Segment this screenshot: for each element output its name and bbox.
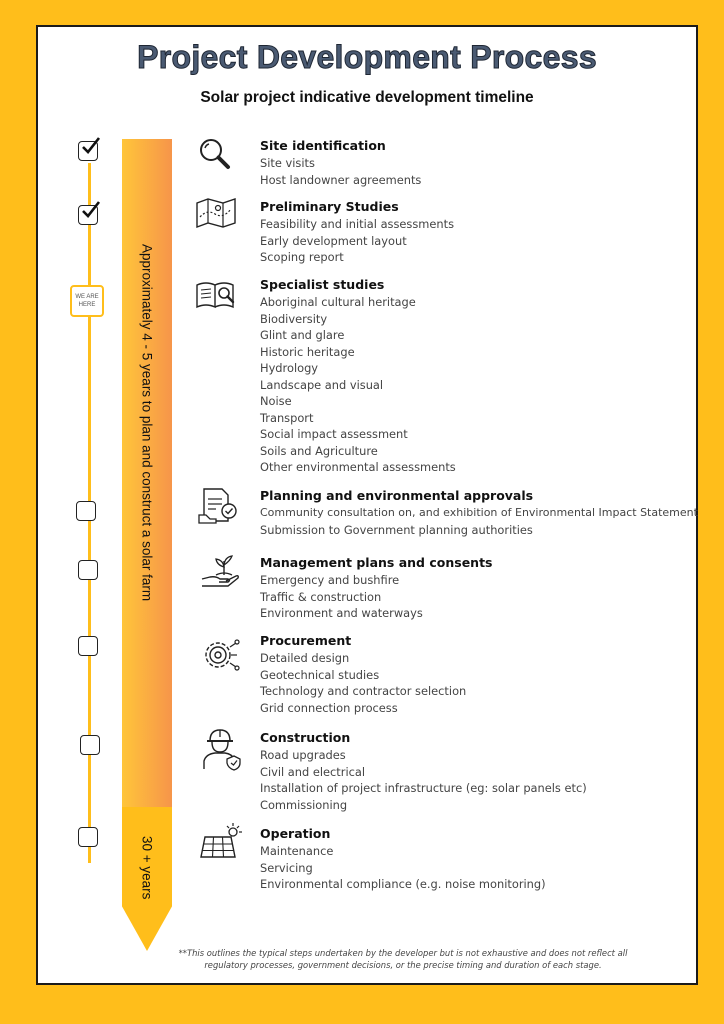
page-title: Project Development Process (137, 39, 597, 75)
stage-item: Biodiversity (260, 311, 328, 326)
stage-item: Early development layout (260, 233, 407, 248)
stage-title: Operation (260, 826, 331, 841)
stage-item: Traffic & construction (260, 589, 382, 604)
checkbox-construction (80, 735, 100, 755)
book-search-icon (195, 279, 237, 311)
document-approval-icon (198, 487, 240, 525)
operation-duration-label: 30 + years (139, 836, 155, 900)
stage-item: Road upgrades (260, 748, 346, 762)
stage-item: Landscape and visual (260, 377, 384, 392)
stage-item: Maintenance (260, 844, 334, 858)
gear-icon (200, 635, 240, 675)
checkbox-management-plans (78, 560, 98, 580)
timeline-duration-label: Approximately 4 - 5 years to plan and construct a solar farm (139, 244, 155, 602)
stage-item: Other environmental assessments (260, 460, 456, 474)
stage-item: Civil and electrical (260, 764, 366, 779)
stage-item: Geotechnical studies (260, 667, 380, 682)
stage-item: Servicing (260, 860, 313, 875)
stage-site-identification (260, 137, 421, 188)
stage-item: Grid connection process (260, 700, 398, 715)
stage-item: Site visits (260, 156, 315, 170)
checkbox-preliminary-studies (78, 205, 98, 225)
stage-item: Submission to Government planning authorities (260, 522, 533, 537)
hand-plant-icon (200, 555, 242, 591)
stage-item: Emergency and bushfire (260, 573, 400, 587)
stage-item: Detailed design (260, 651, 350, 665)
stage-procurement (260, 632, 466, 716)
stage-item: Environment and waterways (260, 606, 423, 620)
stage-planning-approvals (260, 487, 698, 538)
stage-title: Preliminary Studies (260, 199, 399, 214)
stage-item: Environmental compliance (e.g. noise monitoring) (260, 877, 546, 891)
stage-item: Aboriginal cultural heritage (260, 295, 416, 309)
page-subtitle: Solar project indicative development timeline (200, 89, 534, 106)
footnote: **This outlines the typical steps undertaken by the developer but is not exhaustive and does not reflect all regulatory processes, government decisions, or the precise timing and duration of each stage. (178, 948, 628, 970)
stage-item: Installation of project infrastructure (eg: solar panels etc) (260, 781, 587, 795)
stage-item: Noise (260, 394, 292, 408)
solar-panel-icon (199, 823, 243, 859)
stage-item: Commissioning (260, 797, 348, 812)
stage-construction (260, 729, 587, 813)
stage-title: Management plans and consents (260, 555, 493, 570)
stage-management-plans (260, 554, 492, 622)
worker-icon (201, 727, 241, 771)
checkbox-procurement (78, 636, 98, 656)
stage-title: Construction (260, 730, 351, 745)
magnifier-icon (198, 137, 232, 171)
map-icon (195, 197, 237, 229)
checkbox-operation (78, 827, 98, 847)
stage-item: Glint and glare (260, 328, 345, 342)
stage-item: Historic heritage (260, 344, 355, 359)
stage-title: Specialist studies (260, 277, 385, 292)
stage-item: Technology and contractor selection (260, 684, 467, 698)
stage-title: Site identification (260, 138, 386, 153)
stage-item: Feasibility and initial assessments (260, 217, 455, 231)
checkmark-icon (81, 200, 101, 220)
stage-item: Hydrology (260, 361, 319, 375)
checkbox-planning-approvals (76, 501, 96, 521)
stage-item: Community consultation on, and exhibition of Environmental Impact Statement (260, 506, 698, 519)
stage-item: Transport (260, 410, 314, 425)
stage-preliminary-studies (260, 198, 454, 266)
stage-item: Host landowner agreements (260, 172, 422, 187)
stage-title: Procurement (260, 633, 352, 648)
checkmark-icon (81, 136, 101, 156)
stage-specialist-studies (260, 276, 456, 476)
stage-title: Planning and environmental approvals (260, 488, 534, 503)
stage-item: Scoping report (260, 250, 344, 264)
checkbox-site-identification (78, 141, 98, 161)
stage-item: Social impact assessment (260, 427, 408, 441)
we-are-here-marker: WE ARE HERE (70, 285, 104, 317)
stage-item: Soils and Agriculture (260, 443, 378, 458)
process-card (36, 25, 698, 985)
stage-operation (260, 825, 546, 893)
